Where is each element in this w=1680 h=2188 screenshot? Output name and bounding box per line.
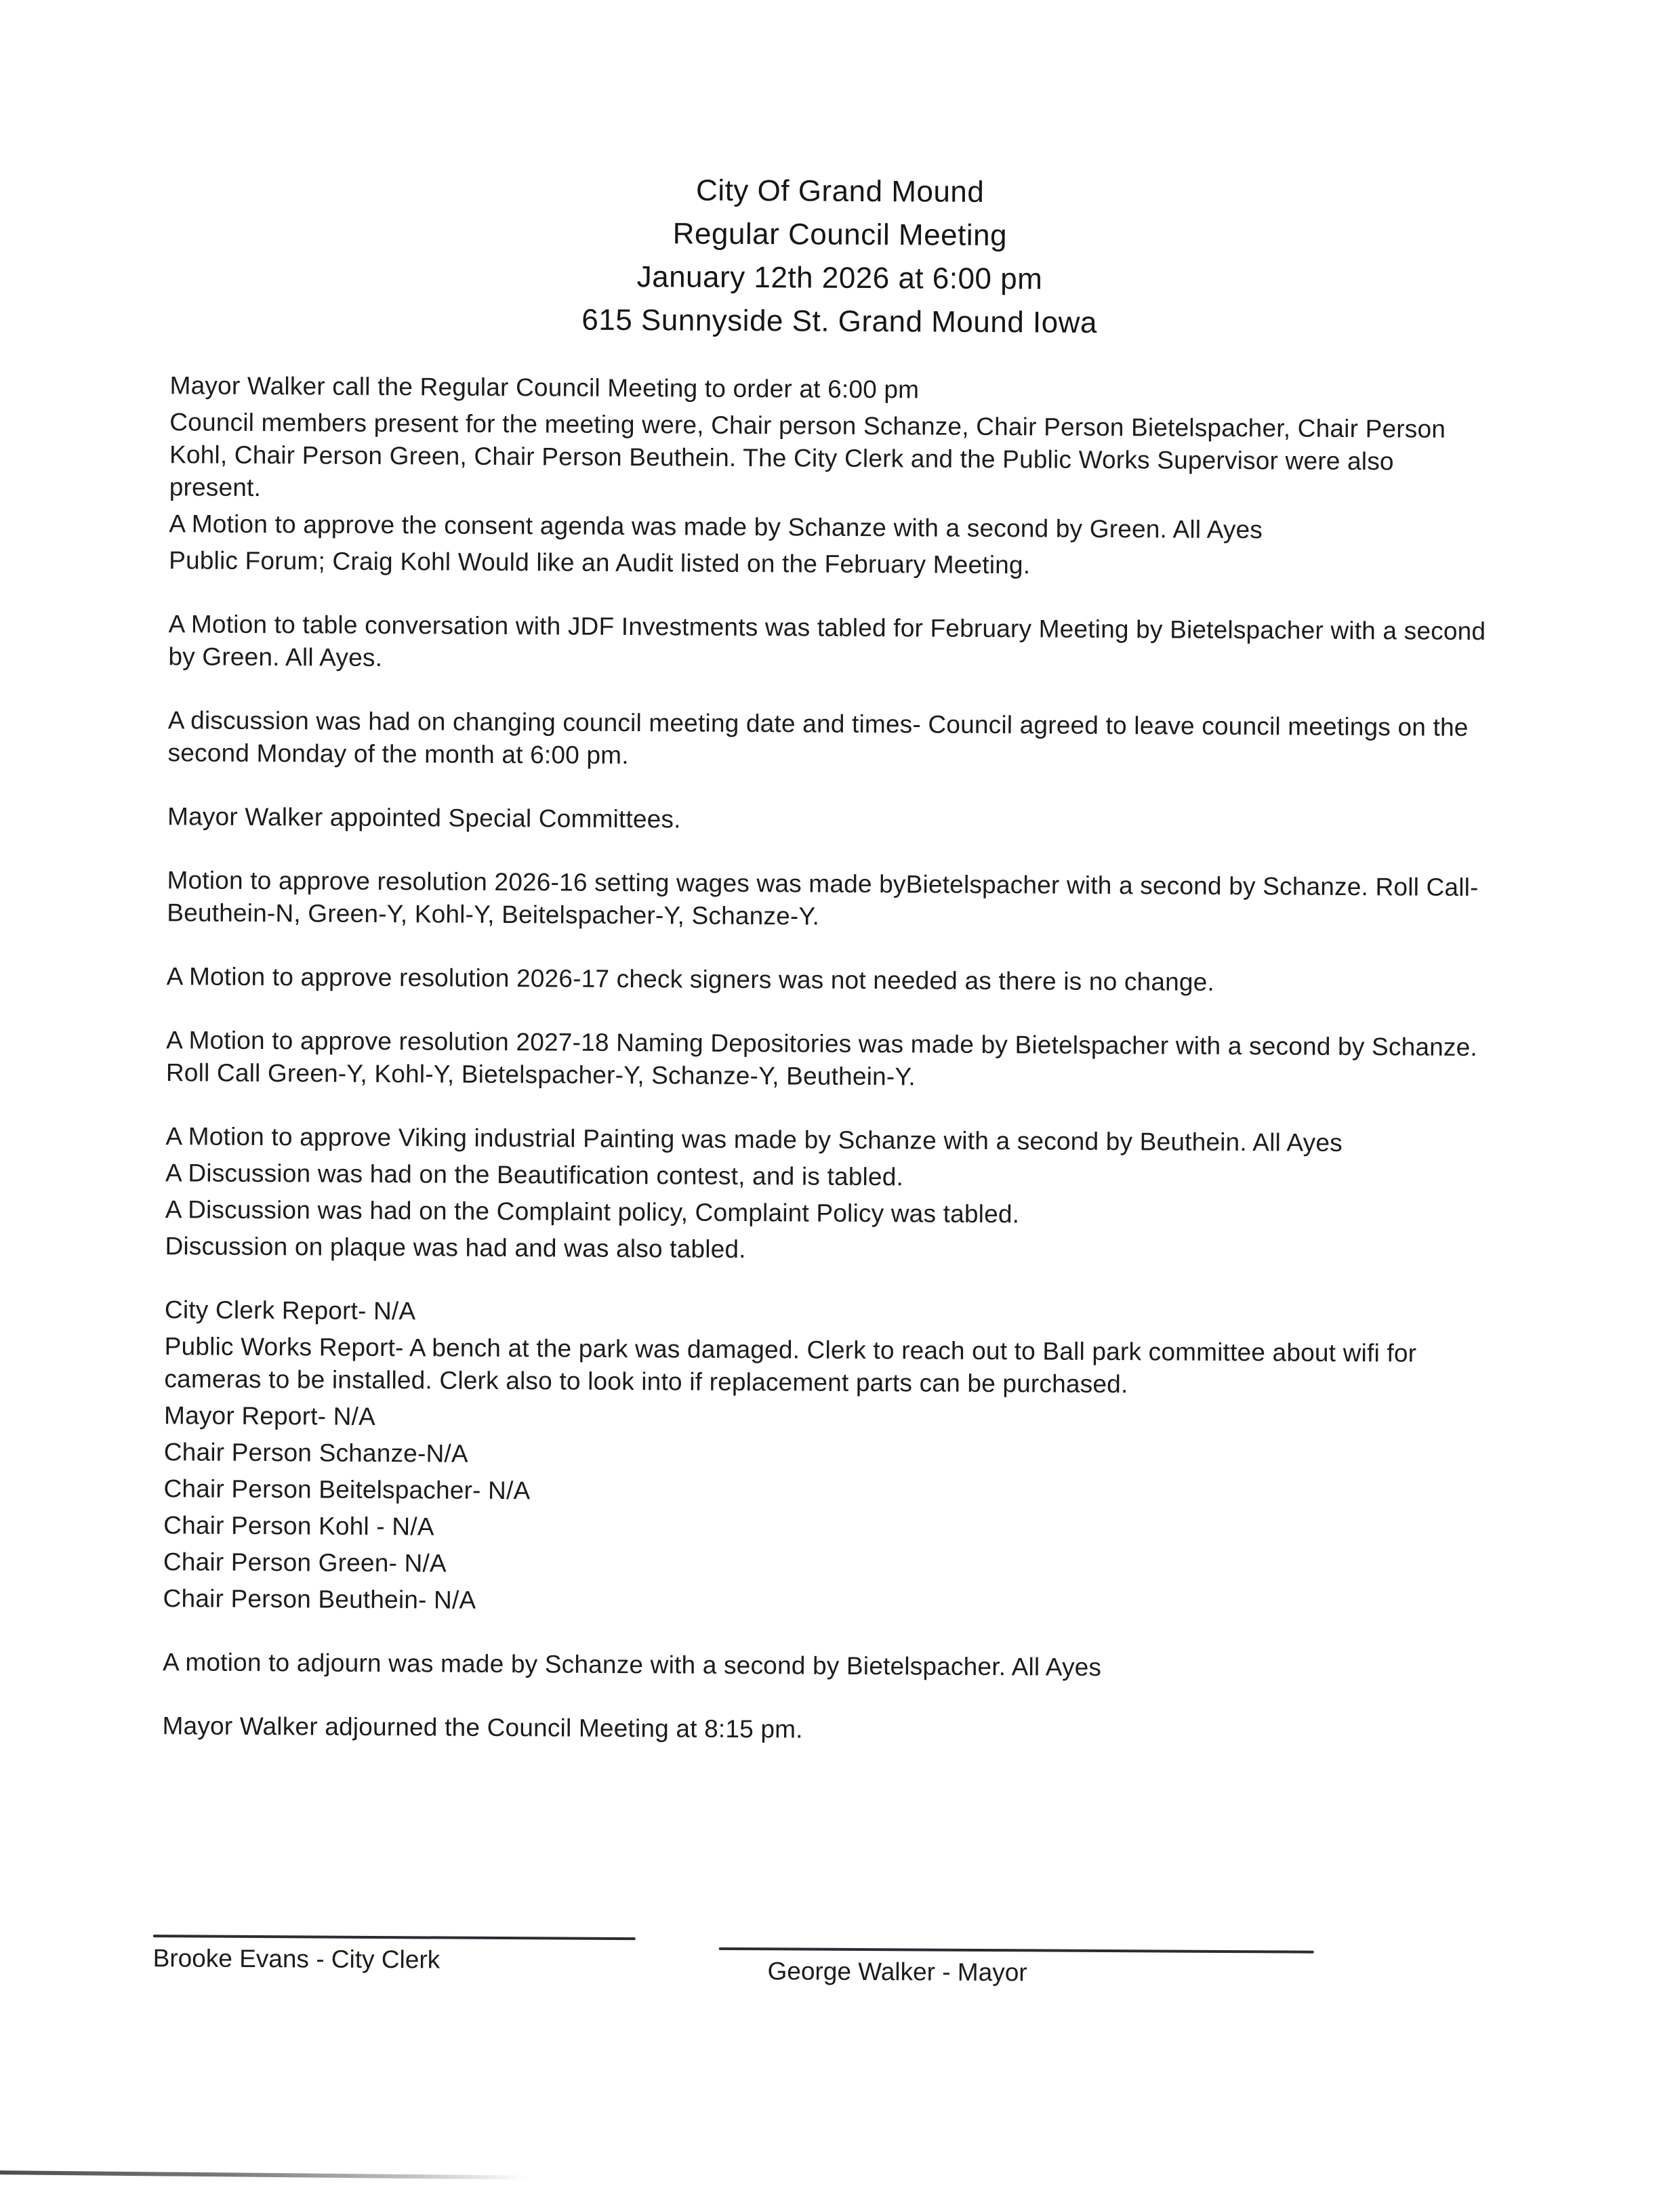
signature-block-mayor — [718, 1947, 1313, 1989]
body-paragraph-15: City Clerk Report- N/A — [164, 1296, 416, 1325]
signature-line-mayor — [719, 1947, 1314, 1954]
body-paragraph-23: A motion to adjourn was made by Schanze with a second by Bietelspacher. All Ayes — [162, 1648, 1102, 1681]
body-paragraph-17: Mayor Report- N/A — [164, 1401, 376, 1430]
body-paragraph-16: Public Works Report- A bench at the park was damaged. Clerk to reach out to Ball park committee about wifi for cameras to be installed. Clerk also to look into if replacement parts can be purchased. — [164, 1332, 1417, 1399]
body-paragraph-6: A discussion was had on changing council meeting date and times- Council agreed to leave council meetings on the second Monday of the month at 6:00 pm. — [167, 706, 1469, 770]
body-paragraph-14: Discussion on plaque was had and was also tabled. — [165, 1232, 746, 1264]
document-header — [0, 0, 1680, 348]
body-paragraph-1: Mayor Walker call the Regular Council Meeting to order at 6:00 pm — [169, 371, 920, 404]
document-body — [0, 369, 1679, 1751]
document-datetime: January 12th 2026 at 6:00 pm — [636, 260, 1043, 296]
signature-row — [0, 1934, 1671, 2038]
body-paragraph-19: Chair Person Beitelspacher- N/A — [163, 1474, 531, 1505]
body-paragraph-2: Council members present for the meeting were, Chair person Schanze, Chair Person Bietelspacher, Chair Person Kohl, Chair Person Green, Chair Person Beuthein. The City Clerk and the Public Works Supervisor were also present. — [169, 408, 1446, 502]
body-paragraph-13: A Discussion was had on the Complaint policy, Complaint Policy was tabled. — [165, 1195, 1020, 1229]
body-paragraph-18: Chair Person Schanze-N/A — [163, 1438, 468, 1468]
body-paragraph-4: Public Forum; Craig Kohl Would like an Audit listed on the February Meeting. — [169, 546, 1031, 579]
signature-label-clerk: Brooke Evans - City Clerk — [152, 1944, 441, 1974]
body-paragraph-10: A Motion to approve resolution 2027-18 Naming Depositories was made by Bietelspacher with a second by Schanze. Roll Call Green-Y, Kohl-Y, Bietelspacher-Y, Schanze-Y, Beuthein-Y. — [165, 1026, 1478, 1091]
document-subtitle: Regular Council Meeting — [672, 217, 1008, 253]
signature-label-mayor: George Walker - Mayor — [767, 1957, 1027, 1987]
document-title: City Of Grand Mound — [695, 173, 985, 209]
body-paragraph-9: A Motion to approve resolution 2026-17 check signers was not needed as there is no change. — [166, 962, 1215, 996]
body-paragraph-12: A Discussion was had on the Beautification contest, and is tabled. — [165, 1159, 904, 1191]
document-address: 615 Sunnyside St. Grand Mound Iowa — [581, 303, 1098, 339]
signature-block-clerk — [153, 1935, 636, 1975]
body-paragraph-11: A Motion to approve Viking industrial Painting was made by Schanze with a second by Beuthein. All Ayes — [165, 1122, 1343, 1157]
body-paragraph-21: Chair Person Green- N/A — [163, 1548, 447, 1577]
body-paragraph-20: Chair Person Kohl - N/A — [163, 1511, 434, 1541]
body-paragraph-24: Mayor Walker adjourned the Council Meeting at 8:15 pm. — [162, 1712, 803, 1743]
body-paragraph-7: Mayor Walker appointed Special Committees. — [167, 802, 681, 833]
signature-line-clerk — [153, 1935, 636, 1940]
body-paragraph-8: Motion to approve resolution 2026-16 setting wages was made byBietelspacher with a second by Schanze. Roll Call- Beuthein-N, Green-Y, Kohl-Y, Beitelspacher-Y, Schanze-Y. — [167, 866, 1479, 930]
body-paragraph-3: A Motion to approve the consent agenda was made by Schanze with a second by Green. All Ayes — [169, 510, 1263, 544]
body-paragraph-22: Chair Person Beuthein- N/A — [163, 1584, 476, 1614]
body-paragraph-5: A Motion to table conversation with JDF Investments was tabled for February Meeting by Bietelspacher with a second by Green. All Ayes. — [168, 610, 1486, 672]
